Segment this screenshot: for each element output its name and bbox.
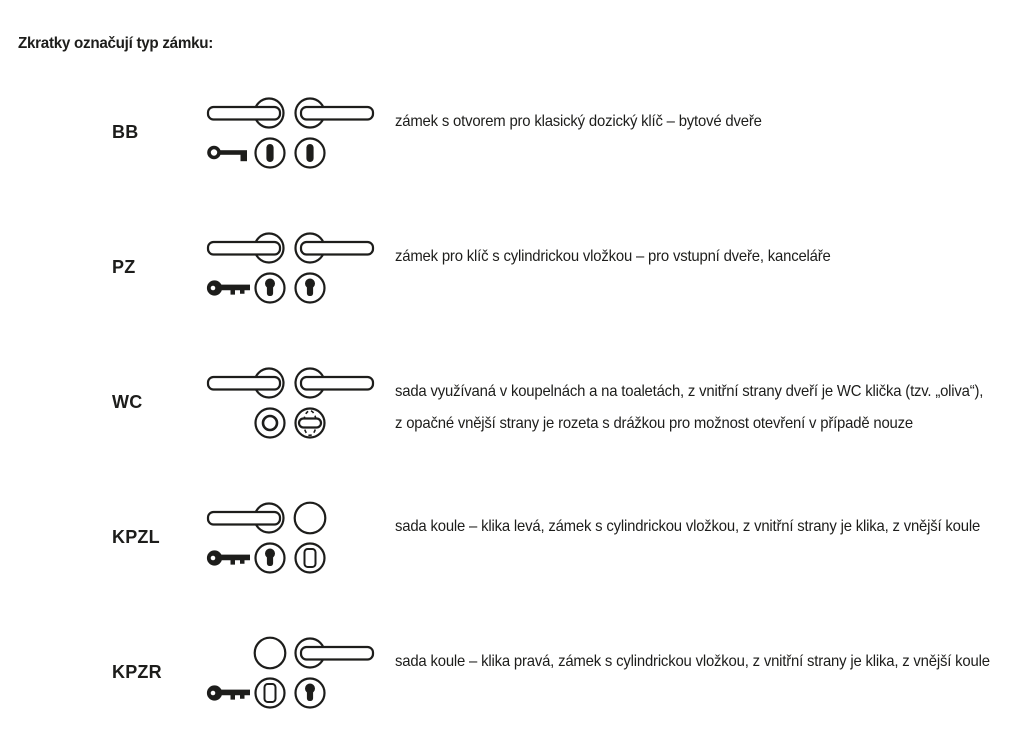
pz-keyhole-rosette-icon [296, 679, 325, 708]
pz-keyhole-rosette-icon [256, 274, 285, 303]
grooved-rosette-icon [256, 409, 285, 438]
lock-type-row [0, 233, 1011, 309]
lever-handle-left-icon [208, 369, 284, 398]
kpzr-hardware-icon [205, 638, 375, 714]
lock-type-code: KPZR [112, 662, 162, 682]
lever-handle-left-icon [208, 234, 284, 263]
lock-type-description [395, 646, 990, 678]
lever-handle-left-icon [208, 99, 284, 128]
blind-rosette-icon [256, 679, 285, 708]
classic-key-icon [209, 148, 247, 162]
lever-handle-right-icon [296, 99, 374, 128]
lock-type-description [395, 106, 762, 138]
lock-type-code: BB [112, 122, 139, 142]
kpzl-hardware-icon [205, 503, 375, 579]
lever-handle-right-icon [296, 369, 374, 398]
blind-rosette-icon [296, 544, 325, 573]
lock-type-code: WC [112, 392, 143, 412]
description-line: z opačné vnější strany je rozeta s drážkou pro možnost otevření v případě nouze [395, 415, 913, 432]
lock-type-row [0, 503, 1011, 579]
pz-keyhole-rosette-icon [296, 274, 325, 303]
lever-handle-right-icon [296, 639, 374, 668]
wc-hardware-icon [205, 368, 375, 444]
lock-type-row [0, 98, 1011, 174]
description-line: sada koule – klika pravá, zámek s cylindrickou vložkou, z vnitřní strany je klika, z vnější koule [395, 653, 990, 670]
lock-type-row [0, 638, 1011, 714]
pz-keyhole-rosette-icon [256, 544, 285, 573]
description-line: sada využívaná v koupelnách a na toaletách, z vnitřní strany dveří je WC klička (tzv. „oliva“), [395, 383, 984, 400]
cylinder-key-icon [207, 280, 250, 295]
description-line: sada koule – klika levá, zámek s cylindrickou vložkou, z vnitřní strany je klika, z vnější koule [395, 518, 981, 535]
bb-keyhole-rosette-icon [256, 139, 285, 168]
lock-type-code: PZ [112, 257, 136, 277]
door-knob-icon [255, 638, 286, 669]
pz-hardware-icon [205, 233, 375, 309]
cylinder-key-icon [207, 550, 250, 565]
lock-type-description [395, 376, 983, 440]
door-knob-icon [295, 503, 326, 534]
description-line: zámek pro klíč s cylindrickou vložkou – pro vstupní dveře, kanceláře [395, 248, 831, 265]
lock-type-description [395, 241, 831, 273]
lock-type-description [395, 511, 980, 543]
lever-handle-right-icon [296, 234, 374, 263]
bb-keyhole-rosette-icon [296, 139, 325, 168]
lock-type-code: KPZL [112, 527, 160, 547]
lever-handle-left-icon [208, 504, 284, 533]
page-title: Zkratky označují typ zámku: [18, 34, 214, 52]
bb-hardware-icon [205, 98, 375, 174]
cylinder-key-icon [207, 685, 250, 700]
wc-turn-knob-icon [296, 409, 325, 438]
description-line: zámek s otvorem pro klasický dozický klíč – bytové dveře [395, 113, 762, 130]
lock-type-row [0, 368, 1011, 444]
